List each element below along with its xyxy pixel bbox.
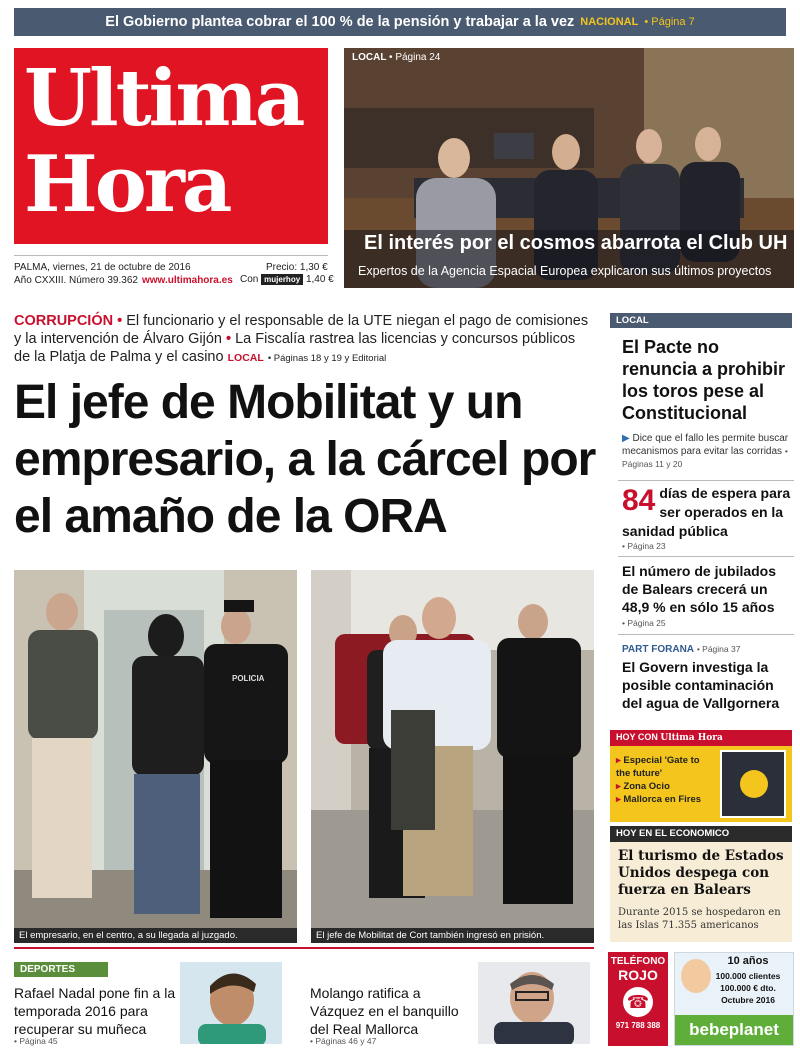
phone-icon: ☎: [623, 987, 653, 1017]
top-banner-headline: El Gobierno plantea cobrar el 100 % de la pensión y trabajar a la vez: [105, 14, 575, 30]
economico-text: Durante 2015 se hospedaron en las Islas 71.355 americanos: [618, 907, 781, 931]
divider: [618, 556, 794, 557]
vazquez-illustration: [478, 962, 590, 1044]
days-text: días de espera para ser operados en la sanidad pública: [622, 485, 791, 539]
lead-summary: CORRUPCIÓN • El funcionario y el responsable de la UTE niegan el pago de comisiones y la intervención de Álvaro Gijón • La Fiscalía rastrea las licencias y concursos públicos de la Platja de Palma y el casino LOCAL • Páginas 18 y 19 y Editorial: [14, 313, 589, 365]
top-banner-page: • Página 7: [644, 16, 695, 28]
price: Precio: 1,30 €: [266, 262, 328, 273]
molango-headline[interactable]: Molango ratifica a Vázquez en el banquillo del Real Mallorca: [310, 985, 459, 1037]
divider: [14, 255, 328, 256]
mujer-price: 1,40 €: [305, 274, 334, 285]
telefono-rojo-ad[interactable]: [608, 952, 668, 1046]
hoy-con-brand: Ultima Hora: [660, 733, 723, 743]
logo-line-2: Hora: [24, 139, 230, 230]
hoy-con-item[interactable]: ▸ Mallorca en Fires: [616, 794, 702, 805]
bottom-divider: [14, 947, 594, 949]
lead-ref-pages: • Páginas 18 y 19 y Editorial: [267, 353, 387, 364]
economico-headline: El turismo de Estados Unidos despega con fuerza en Balears: [618, 848, 784, 898]
hoy-con-item[interactable]: ▸ Zona Ocio: [616, 781, 670, 792]
days-number: 84: [622, 484, 656, 517]
nadal-headline[interactable]: Rafael Nadal pone fin a la temporada 2016 para recuperar su muñeca: [14, 985, 176, 1037]
logo-line-1: Ultima: [24, 53, 303, 144]
nadal-photo[interactable]: [180, 962, 282, 1044]
hoy-con-header: [610, 730, 792, 746]
telefono-label: TELÉFONO: [610, 956, 666, 967]
forana-headline[interactable]: El Govern investiga la posible contaminación del agua de Vallgornera: [622, 659, 780, 711]
year-number: Año CXXIII. Número 39.362: [14, 275, 138, 286]
lead-text-1: El funcionario y el responsable de la UTE niegan el pago de comisiones y la intervención de Álvaro Gijón: [14, 313, 589, 347]
arrival-illustration: [14, 570, 297, 928]
bebeplanet-ad[interactable]: [674, 952, 794, 1046]
masthead-logo[interactable]: [14, 48, 328, 244]
forana-page: • Página 37: [696, 644, 741, 654]
hero-section: [352, 52, 440, 63]
top-banner[interactable]: [14, 8, 786, 36]
hero-page: • Página 24: [389, 52, 441, 63]
bebe-clients: 100.000 clientes: [715, 971, 781, 981]
top-banner-section: NACIONAL: [580, 16, 639, 28]
baby-icon: [681, 959, 711, 993]
website-link[interactable]: [142, 275, 233, 286]
lead-text-2: La Fiscalía rastrea las licencias y concursos públicos de la Platja de Palma y el casino: [14, 331, 576, 365]
bullet-arrow-icon: ▶: [622, 433, 630, 444]
gate-future-thumbnail: [720, 750, 786, 818]
caption-left: El empresario, en el centro, a su llegada al juzgado.: [14, 928, 297, 943]
photo-arrival[interactable]: [14, 570, 297, 928]
jubilados-headline[interactable]: El número de jubilados de Balears crecerá un 48,9 % en sólo 15 años: [622, 563, 777, 615]
forana-section: PART FORANA: [622, 644, 695, 655]
rojo-label: ROJO: [618, 967, 658, 983]
phone-number: 971 788 388: [615, 1021, 661, 1030]
hoy-con-label: HOY CON: [616, 732, 658, 742]
days-page: • Página 23: [622, 541, 666, 551]
lead-headline[interactable]: El jefe de Mobilitat y un empresario, a la cárcel por el amaño de la ORA: [14, 376, 596, 543]
economico-box[interactable]: [610, 842, 792, 942]
website-text: www.ultimahora.es: [142, 275, 233, 286]
economico-tag: HOY EN EL ECONOMICO: [610, 826, 792, 842]
bebeplanet-logo: bebeplanet: [675, 1015, 793, 1045]
hoy-con-item[interactable]: ▸ Especial 'Gate to the future': [616, 755, 700, 779]
lead-ref-section: LOCAL: [227, 352, 264, 364]
hero-subhead: Expertos de la Agencia Espacial Europea explicaron sus últimos proyectos: [358, 264, 772, 278]
caption-right: El jefe de Mobilitat de Cort también ingresó en prisión.: [311, 928, 594, 943]
with-label: Con: [240, 274, 259, 285]
jubilados-page: • Página 25: [622, 618, 666, 628]
hoy-con-box[interactable]: [610, 730, 792, 822]
toros-headline[interactable]: El Pacte no renuncia a prohibir los toros pese al Constitucional: [622, 337, 786, 423]
hero-headline[interactable]: El interés por el cosmos abarrota el Club UH: [364, 232, 788, 254]
divider: [618, 634, 794, 635]
transfer-illustration: [311, 570, 594, 928]
lead-keyword: CORRUPCIÓN: [14, 313, 114, 329]
forana-kicker: [622, 644, 740, 655]
divider: [618, 480, 794, 481]
toros-text: Dice que el fallo les permite buscar mecanismos para evitar las corridas: [622, 433, 789, 457]
photo-transfer[interactable]: [311, 570, 594, 928]
bebe-discount: 100.000 € dto.: [720, 983, 776, 993]
bebe-years: 10 años: [727, 955, 769, 967]
molango-pages: • Páginas 46 y 47: [310, 1036, 377, 1046]
city-date: PALMA, viernes, 21 de octubre de 2016: [14, 262, 191, 273]
police-label: POLICIA: [232, 674, 265, 683]
toros-pages: • Páginas 11 y 20: [622, 446, 788, 469]
hero-section-label: LOCAL: [352, 52, 387, 63]
mujerhoy-logo: mujerhoy: [261, 274, 303, 285]
sidebar-local-tag: LOCAL: [610, 313, 792, 328]
mujer-offer: [240, 274, 334, 285]
nadal-page: • Página 45: [14, 1036, 58, 1046]
hoy-con-list: [616, 754, 706, 806]
toros-summary: [622, 432, 794, 471]
days-story[interactable]: [622, 484, 794, 541]
deportes-tag: DEPORTES: [14, 962, 108, 977]
vazquez-photo[interactable]: [478, 962, 590, 1044]
bebe-date: Octubre 2016: [721, 995, 775, 1005]
nadal-illustration: [180, 962, 282, 1044]
